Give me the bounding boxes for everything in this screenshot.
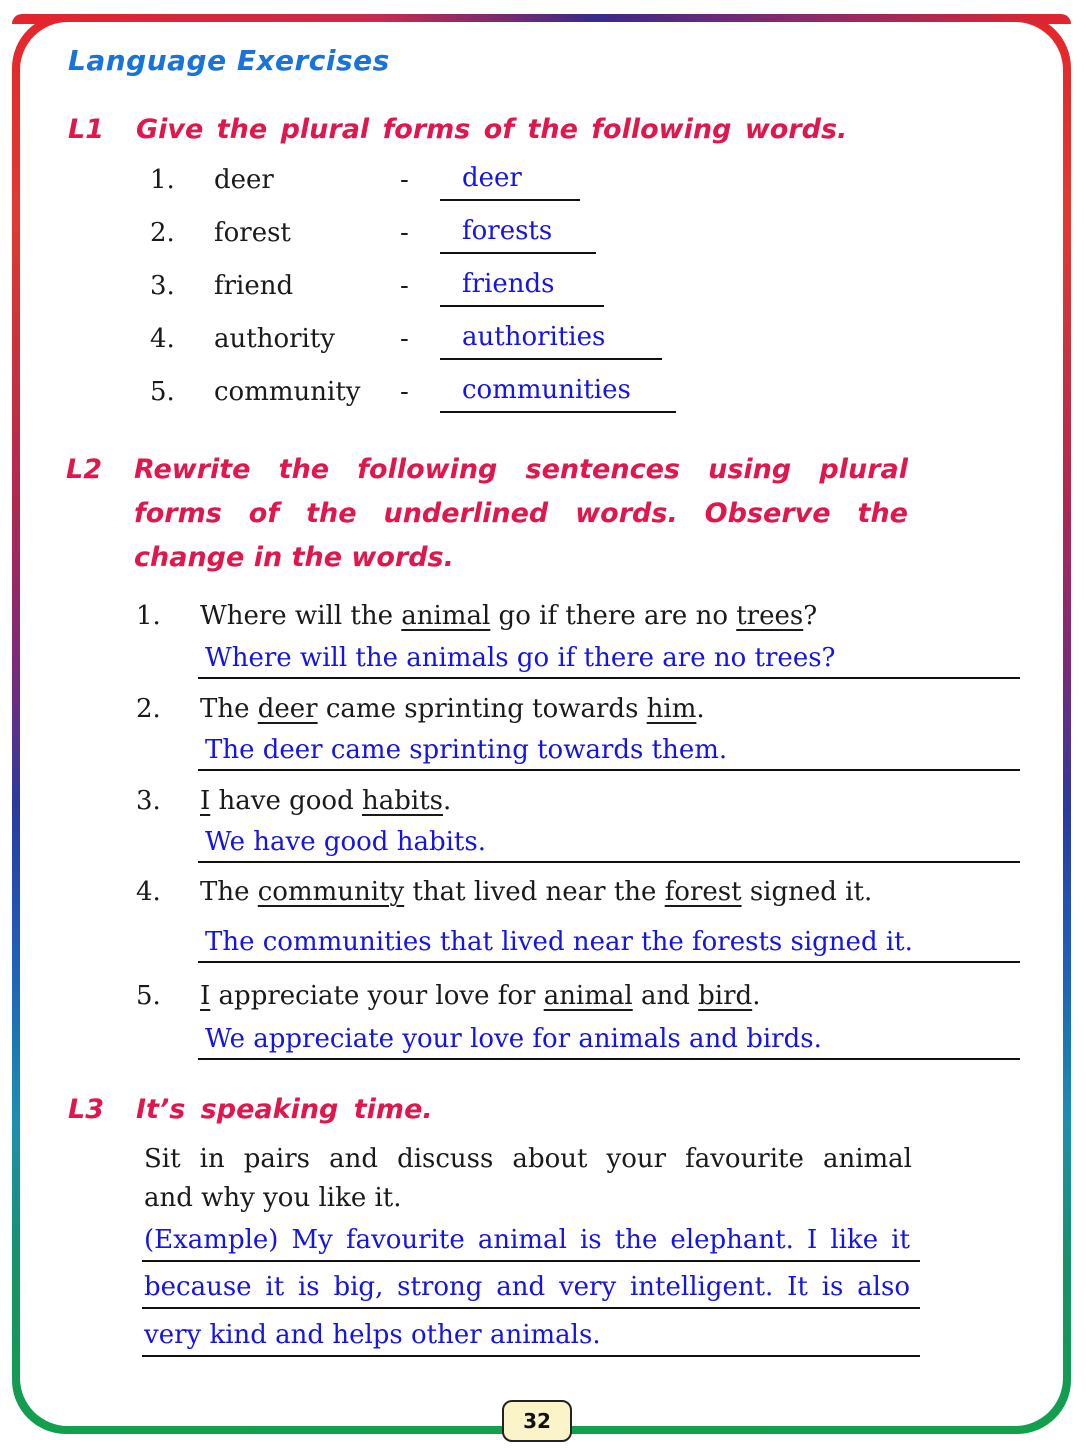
l1-item-dash: - [400,218,409,248]
l1-item-answer: forests [462,216,553,246]
l2-item-number: 2. [136,694,161,724]
l1-item-answer: friends [462,269,555,299]
l2-title-line-1: Rewrite the following sentences using plural [134,454,908,485]
underlined-word: trees [736,601,804,631]
underlined-word: him [646,694,697,724]
sentence-text: that lived near the [404,877,665,907]
l2-item-sentence [200,601,817,631]
l2-item-number: 1. [136,601,161,631]
l1-title: Give the plural forms of the following words. [136,114,848,145]
sentence-text: ? [803,601,818,631]
l3-title: It’s speaking time. [136,1094,433,1125]
l1-answer-rule [440,305,604,307]
l2-heading [66,448,911,580]
l1-item-answer: communities [462,375,631,405]
l2-number: L2 [66,454,102,485]
l2-item-answer: Where will the animals go if there are no trees? [205,643,836,673]
page-heading: Language Exercises [68,44,390,77]
l2-item-sentence [200,694,705,724]
l1-item-word: deer [214,165,274,195]
underlined-word: habits [362,786,443,816]
l1-item-dash: - [400,324,409,354]
l1-item-answer: authorities [462,322,606,352]
l3-answer-line-2: because it is big, strong and very intelligent. It is also [144,1272,910,1302]
l2-title-line-2: forms of the underlined words. Observe the [134,498,908,529]
underlined-word: I [200,786,211,816]
underlined-word: deer [257,694,318,724]
l2-answer-rule [198,677,1020,679]
l2-item-sentence [200,981,760,1011]
l1-item-answer: deer [462,163,522,193]
l2-item-number: 3. [136,786,161,816]
sentence-text: . [696,694,705,724]
l2-answer-rule [198,769,1020,771]
l2-item-answer: We have good habits. [205,827,486,857]
sentence-text: The [200,694,258,724]
l3-answer-line-1: (Example) My favourite animal is the elephant. I like it [144,1225,910,1255]
l3-heading [68,1088,668,1132]
l1-item-number: 1. [150,165,175,195]
l2-item-number: 5. [136,981,161,1011]
page-number: 32 [502,1400,572,1442]
l1-item-number: 5. [150,377,175,407]
sentence-text: signed it. [741,877,873,907]
l2-item-answer: The deer came sprinting towards them. [205,735,728,765]
l3-answer-rule-3 [142,1355,920,1357]
l1-item-dash: - [400,165,409,195]
l1-heading [68,108,968,152]
l3-prompt-line-1: Sit in pairs and discuss about your favourite animal [144,1144,912,1174]
sentence-text: have good [210,786,362,816]
l1-item-number: 3. [150,271,175,301]
sentence-text: . [752,981,761,1011]
l3-answer-rule-2 [142,1307,920,1309]
l3-answer-rule-1 [142,1260,920,1262]
sentence-text: Where will the [200,601,402,631]
underlined-word: forest [664,877,742,907]
sentence-text: . [443,786,452,816]
l2-item-number: 4. [136,877,161,907]
l1-item-word: forest [214,218,291,248]
l1-item-dash: - [400,271,409,301]
l1-item-number: 4. [150,324,175,354]
l1-item-dash: - [400,377,409,407]
l2-item-answer: We appreciate your love for animals and birds. [205,1024,822,1054]
underlined-word: I [200,981,211,1011]
sentence-text: appreciate your love for [210,981,544,1011]
sentence-text: go if there are no [490,601,737,631]
l2-item-sentence [200,786,451,816]
l1-number: L1 [68,114,104,145]
l2-answer-rule [198,1058,1020,1060]
l1-item-word: community [214,377,361,407]
l2-title-line-3: change in the words. [134,542,454,573]
underlined-word: animal [543,981,633,1011]
l2-item-answer: The communities that lived near the forests signed it. [205,927,913,957]
l3-prompt-line-2: and why you like it. [144,1183,402,1213]
underlined-word: animal [401,601,491,631]
l1-item-word: friend [214,271,294,301]
l1-answer-rule [440,411,676,413]
l3-answer-line-3: very kind and helps other animals. [144,1320,601,1350]
l2-answer-rule [198,961,1020,963]
l2-answer-rule [198,861,1020,863]
sentence-text: came sprinting towards [317,694,647,724]
underlined-word: community [257,877,405,907]
l1-answer-rule [440,358,662,360]
l2-item-sentence [200,877,872,907]
sentence-text: and [632,981,699,1011]
l1-item-word: authority [214,324,335,354]
l1-answer-rule [440,252,596,254]
l1-item-number: 2. [150,218,175,248]
underlined-word: bird [698,981,753,1011]
l1-answer-rule [440,199,580,201]
sentence-text: The [200,877,258,907]
l3-number: L3 [68,1094,104,1125]
